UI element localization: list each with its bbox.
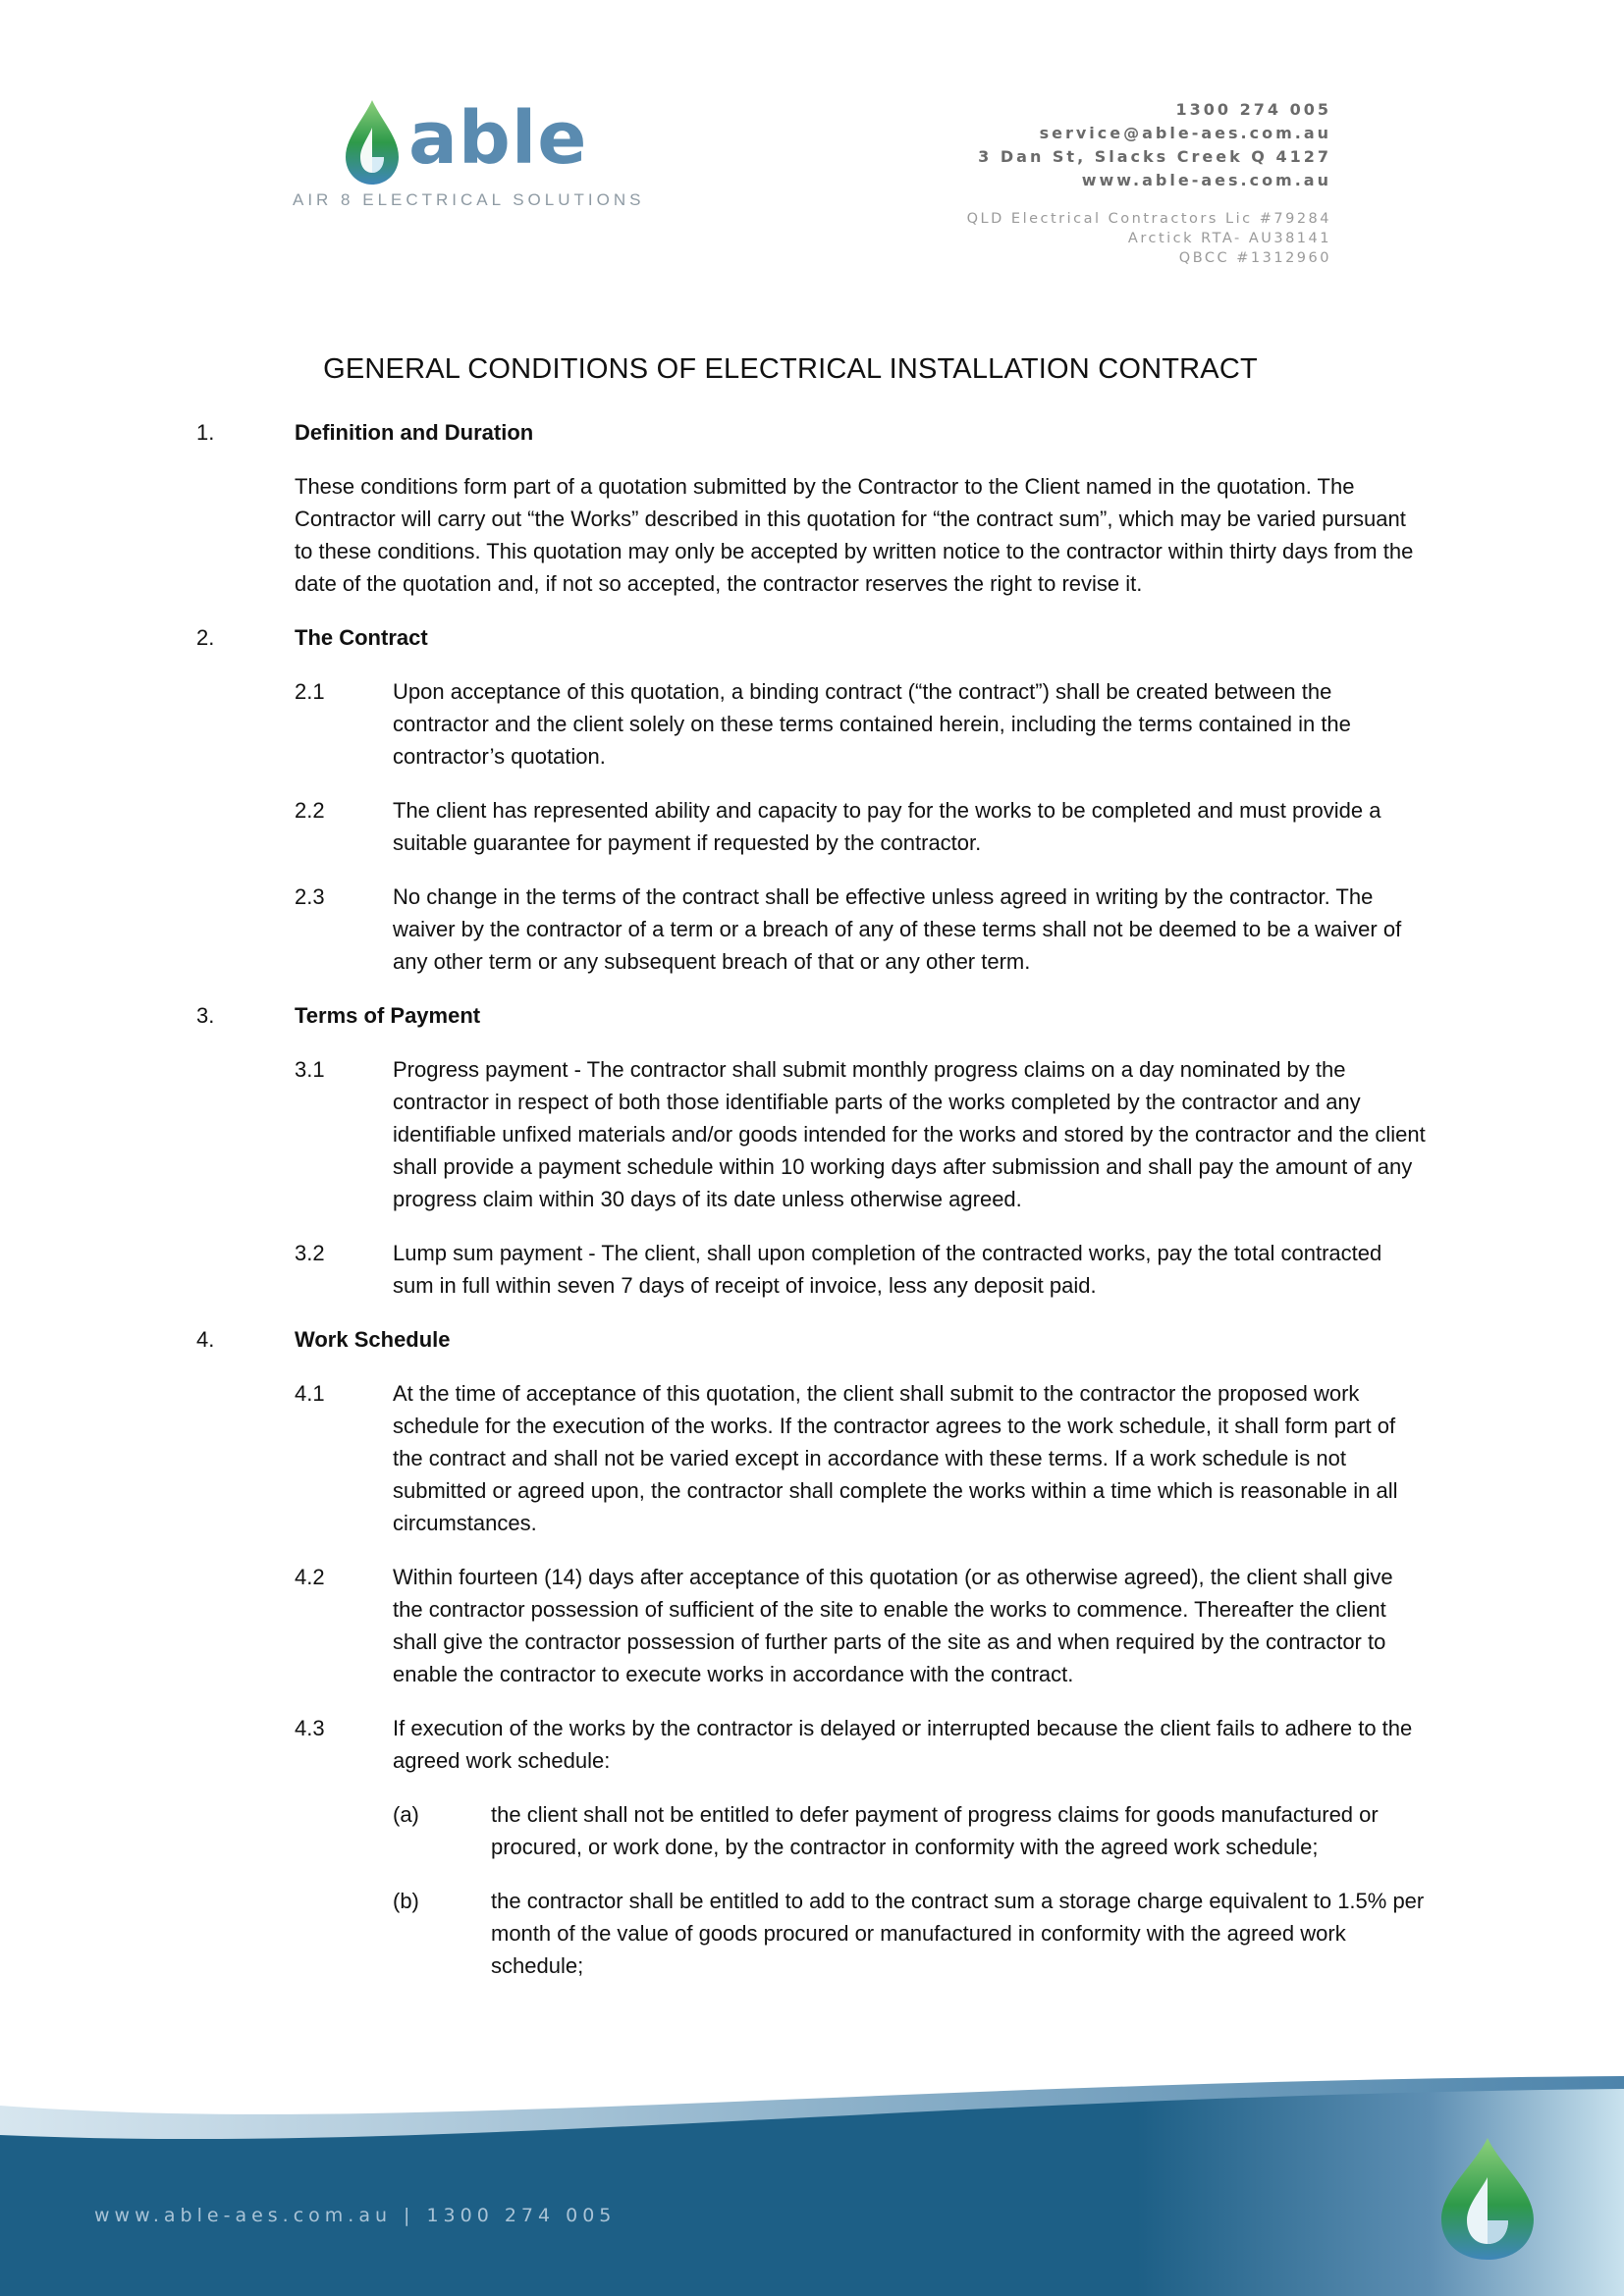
- clause-text: Within fourteen (14) days after acceptance of this quotation (or as otherwise agreed), the client shall give the contractor possession of sufficient of the site to enable the works to commence. Thereafter the client shall give the contractor possession of further parts of the site as and when required by the contractor to enable the contractor to execute works in accordance with the contract.: [393, 1565, 1393, 1686]
- section-title: Definition and Duration: [295, 420, 534, 445]
- clause-text: If execution of the works by the contractor is delayed or interrupted because the client fails to adhere to the agreed work schedule:: [393, 1716, 1413, 1773]
- header-address: 3 Dan St, Slacks Creek Q 4127: [978, 147, 1331, 166]
- clause: [295, 794, 1426, 859]
- clause-number: 2.1: [295, 679, 325, 704]
- clause-text: At the time of acceptance of this quotation, the client shall submit to the contractor the proposed work schedule for the execution of the works. If the contractor agrees to the work schedule, it shall form part of the contract and shall not be varied except in accordance with these terms. If a work schedule is not submitted or agreed upon, the contractor shall complete the works within a time which is reasonable in all circumstances.: [393, 1381, 1398, 1535]
- header-email: service@able-aes.com.au: [1039, 124, 1331, 142]
- sub-clause-number: (b): [393, 1889, 419, 1913]
- header-phone: 1300 274 005: [1175, 100, 1331, 119]
- section-title: The Contract: [295, 625, 428, 650]
- footer-separator: |: [404, 2205, 415, 2226]
- header-website: www.able-aes.com.au: [1081, 171, 1331, 189]
- clause-text: Progress payment - The contractor shall submit monthly progress claims on a day nominated by the contractor in respect of both those identifiable parts of the works completed by the contractor and any identifiable unfixed materials and/or goods intended for the works and stored by the contractor and the client shall provide a payment schedule within 10 working days after submission and shall pay the amount of any progress claim within 30 days of its date unless otherwise agreed.: [393, 1057, 1426, 1211]
- footer-contact: [94, 2205, 616, 2226]
- footer-wave-banner: [0, 2042, 1624, 2296]
- clause: [295, 1053, 1426, 1215]
- clause-text: No change in the terms of the contract shall be effective unless agreed in writing by the contractor. The waiver by the contractor of a term or a breach of any of these terms shall not be deemed to be a waiver of any other term or any subsequent breach of that or any other term.: [393, 884, 1402, 974]
- clause-number: 4.1: [295, 1381, 325, 1406]
- company-logo: [293, 94, 645, 222]
- section-number: 3.: [196, 1003, 215, 1028]
- clause: [295, 1377, 1426, 1539]
- clause-text: Upon acceptance of this quotation, a binding contract (“the contract”) shall be created between the contractor and the client solely on these terms contained herein, including the terms contained in the contractor’s quotation.: [393, 679, 1351, 769]
- sub-clause-number: (a): [393, 1802, 419, 1827]
- section-title: Terms of Payment: [295, 1003, 481, 1028]
- section-heading: [196, 416, 1426, 449]
- clause-number: 3.2: [295, 1241, 325, 1265]
- licence-qbcc: QBCC #1312960: [1178, 250, 1331, 266]
- clause-number: 2.3: [295, 884, 325, 909]
- clause: [295, 881, 1426, 978]
- logo-wordmark: able: [408, 96, 588, 181]
- droplet-logo-icon: [342, 98, 403, 188]
- clause-number: 3.1: [295, 1057, 325, 1082]
- logo-tagline: AIR 8 ELECTRICAL SOLUTIONS: [293, 190, 645, 209]
- contact-block: [978, 98, 1331, 192]
- section-number: 4.: [196, 1327, 215, 1352]
- section-number: 2.: [196, 625, 215, 650]
- contract-conditions: [196, 416, 1426, 2003]
- sub-clause: [393, 1885, 1426, 1982]
- section-number: 1.: [196, 420, 215, 445]
- clause-number: 4.3: [295, 1716, 325, 1740]
- sub-clause: [393, 1798, 1426, 1863]
- licence-electrical: QLD Electrical Contractors Lic #79284: [966, 211, 1331, 227]
- section-heading: [196, 999, 1426, 1032]
- section-paragraph: These conditions form part of a quotation submitted by the Contractor to the Client named in the quotation. The Contractor will carry out “the Works” described in this quotation for “the contract sum”, which may be varied pursuant to these conditions. This quotation may only be accepted by written notice to the contractor within thirty days from the date of the quotation and, if not so accepted, the contractor reserves the right to revise it.: [295, 474, 1414, 596]
- sub-clause-text: the client shall not be entitled to defer payment of progress claims for goods manufactured or procured, or work done, by the contractor in conformity with the agreed work schedule;: [491, 1802, 1379, 1859]
- clause: [295, 675, 1426, 773]
- clause-number: 4.2: [295, 1565, 325, 1589]
- clause: [295, 1237, 1426, 1302]
- section-heading: [196, 621, 1426, 654]
- clause: [295, 1712, 1426, 1777]
- footer-droplet-icon: [1434, 2136, 1542, 2264]
- clause-text: Lump sum payment - The client, shall upon completion of the contracted works, pay the total contracted sum in full within seven 7 days of receipt of invoice, less any deposit paid.: [393, 1241, 1382, 1298]
- sub-clause-text: the contractor shall be entitled to add to the contract sum a storage charge equivalent to 1.5% per month of the value of goods procured or manufactured in conformity with the agreed work schedule;: [491, 1889, 1425, 1978]
- section-title: Work Schedule: [295, 1327, 451, 1352]
- clause: [295, 1561, 1426, 1690]
- section-heading: [196, 1323, 1426, 1356]
- footer-website: www.able-aes.com.au: [94, 2205, 393, 2226]
- clause-number: 2.2: [295, 798, 325, 823]
- clause-text: The client has represented ability and capacity to pay for the works to be completed and must provide a suitable guarantee for payment if requested by the contractor.: [393, 798, 1381, 855]
- footer-phone: 1300 274 005: [426, 2205, 617, 2226]
- page-title: GENERAL CONDITIONS OF ELECTRICAL INSTALLATION CONTRACT: [323, 353, 1258, 385]
- licence-block: [967, 209, 1331, 268]
- licence-arctick: Arctick RTA- AU38141: [1127, 231, 1331, 246]
